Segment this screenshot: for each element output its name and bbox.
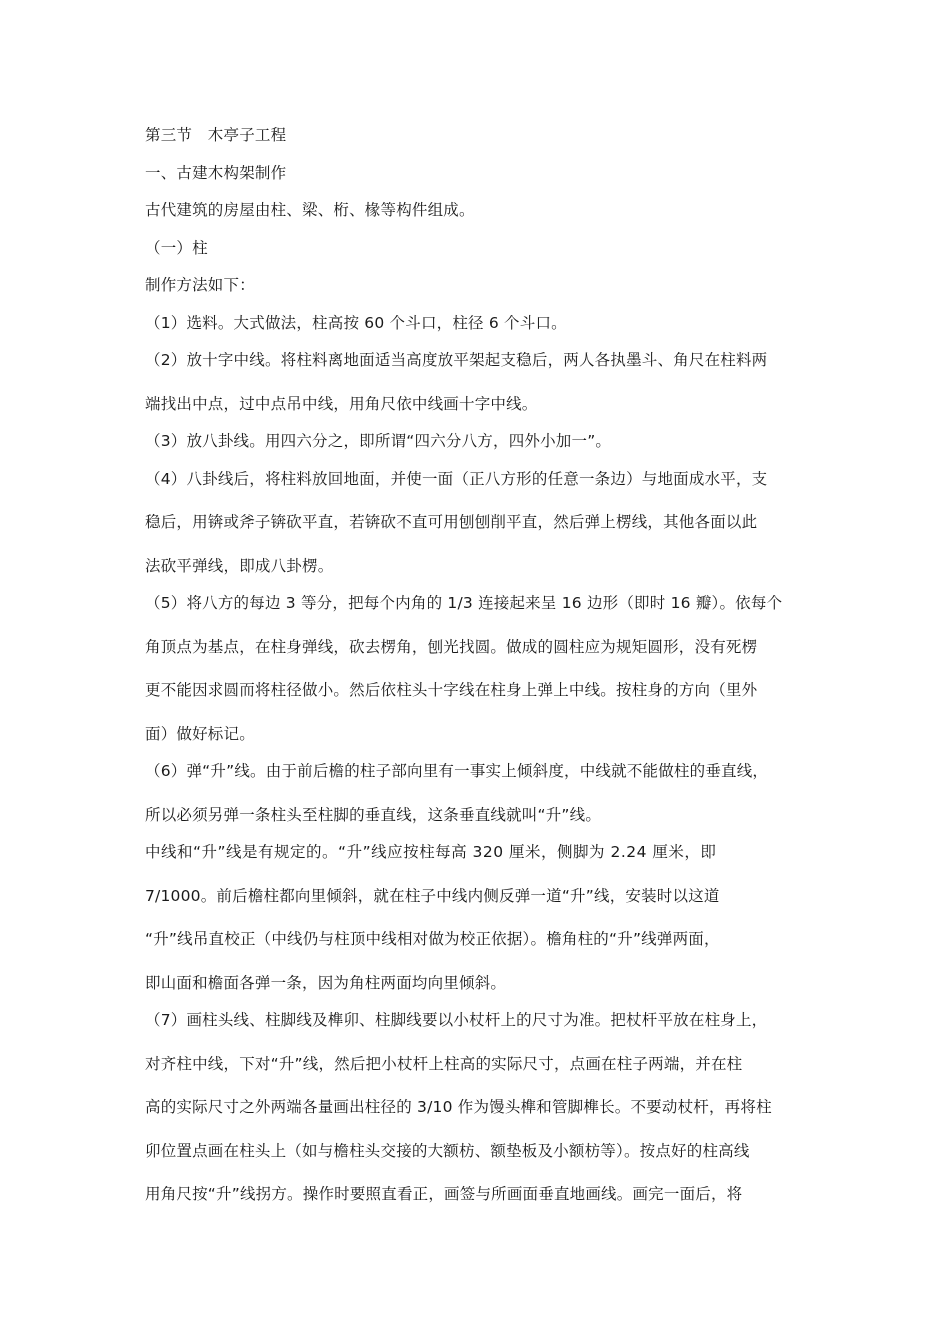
paragraph-line: 稳后，用锛或斧子锛砍平直，若锛砍不直可用刨刨削平直，然后弹上楞线，其他各面以此 [145,513,758,531]
paragraph-line: （7）画柱头线、柱脚线及榫卯、柱脚线要以小杖杆上的尺寸为准。把杖杆平放在柱身上， [145,1011,768,1029]
paragraph-line: 面）做好标记。 [145,724,255,743]
paragraph-line: （5）将八方的每边 3 等分，把每个内角的 1/3 连接起来呈 16 边形（即时 16 瓣）。依每个 [145,594,783,612]
subsection-heading: 一、古建木构架制作 [145,163,287,182]
paragraph-line: 7/1000。前后檐柱都向里倾斜，就在柱子中线内侧反弹一道“升”线，安装时以这道 [145,886,720,905]
paragraph-line: （1）选料。大式做法，柱高按 60 个斗口，柱径 6 个斗口。 [145,313,567,332]
paragraph-line: （3）放八卦线。用四六分之，即所谓“四六分八方，四外小加一”。 [145,432,612,450]
paragraph-line: 卯位置点画在柱头上（如与檐柱头交接的大额枋、额垫板及小额枋等）。按点好的柱高线 [145,1141,750,1160]
paragraph-line: 所以必须另弹一条柱头至柱脚的垂直线，这条垂直线就叫“升”线。 [145,805,602,824]
item-heading: （一）柱 [145,238,208,257]
paragraph-line: 制作方法如下： [145,276,255,294]
section-heading: 第三节 木亭子工程 [145,126,287,144]
paragraph-line: 角顶点为基点，在柱身弹线，砍去楞角，刨光找圆。做成的圆柱应为规矩圆形，没有死楞 [145,637,758,656]
paragraph-line: 高的实际尺寸之外两端各量画出柱径的 3/10 作为馒头榫和管脚榫长。不要动杖杆，再将柱 [145,1098,772,1116]
paragraph-line: 端找出中点，过中点吊中线，用角尺依中线画十字中线。 [145,394,538,413]
paragraph-line: 更不能因求圆而将柱径做小。然后依柱头十字线在柱身上弹上中线。按柱身的方向（里外 [145,681,758,699]
paragraph-line: 用角尺按“升”线拐方。操作时要照直看正，画签与所画面垂直地画线。画完一面后，将 [145,1185,743,1203]
paragraph-line: （6）弹“升”线。由于前后檐的柱子部向里有一事实上倾斜度，中线就不能做柱的垂直线， [145,762,769,780]
document-body [145,123,825,1220]
paragraph-line: 中线和“升”线是有规定的。“升”线应按柱每高 320 厘米，侧脚为 2.24 厘米，即 [145,843,717,861]
paragraph-line: 古代建筑的房屋由柱、梁、桁、椽等构件组成。 [145,201,475,219]
paragraph-line: （2）放十字中线。将柱料离地面适当高度放平架起支稳后，两人各执墨斗、角尺在柱料两 [145,351,768,369]
paragraph-line: 即山面和檐面各弹一条，因为角柱两面均向里倾斜。 [145,973,507,992]
paragraph-line: “升”线吊直校正（中线仍与柱顶中线相对做为校正依据）。檐角柱的“升”线弹两面， [145,930,720,948]
paragraph-line: 法砍平弹线，即成八卦楞。 [145,556,334,575]
paragraph-line: （4）八卦线后，将柱料放回地面，并使一面（正八方形的任意一条边）与地面成水平，支 [145,469,768,488]
paragraph-line: 对齐柱中线，下对“升”线，然后把小杖杆上柱高的实际尺寸，点画在柱子两端，并在柱 [145,1054,743,1073]
